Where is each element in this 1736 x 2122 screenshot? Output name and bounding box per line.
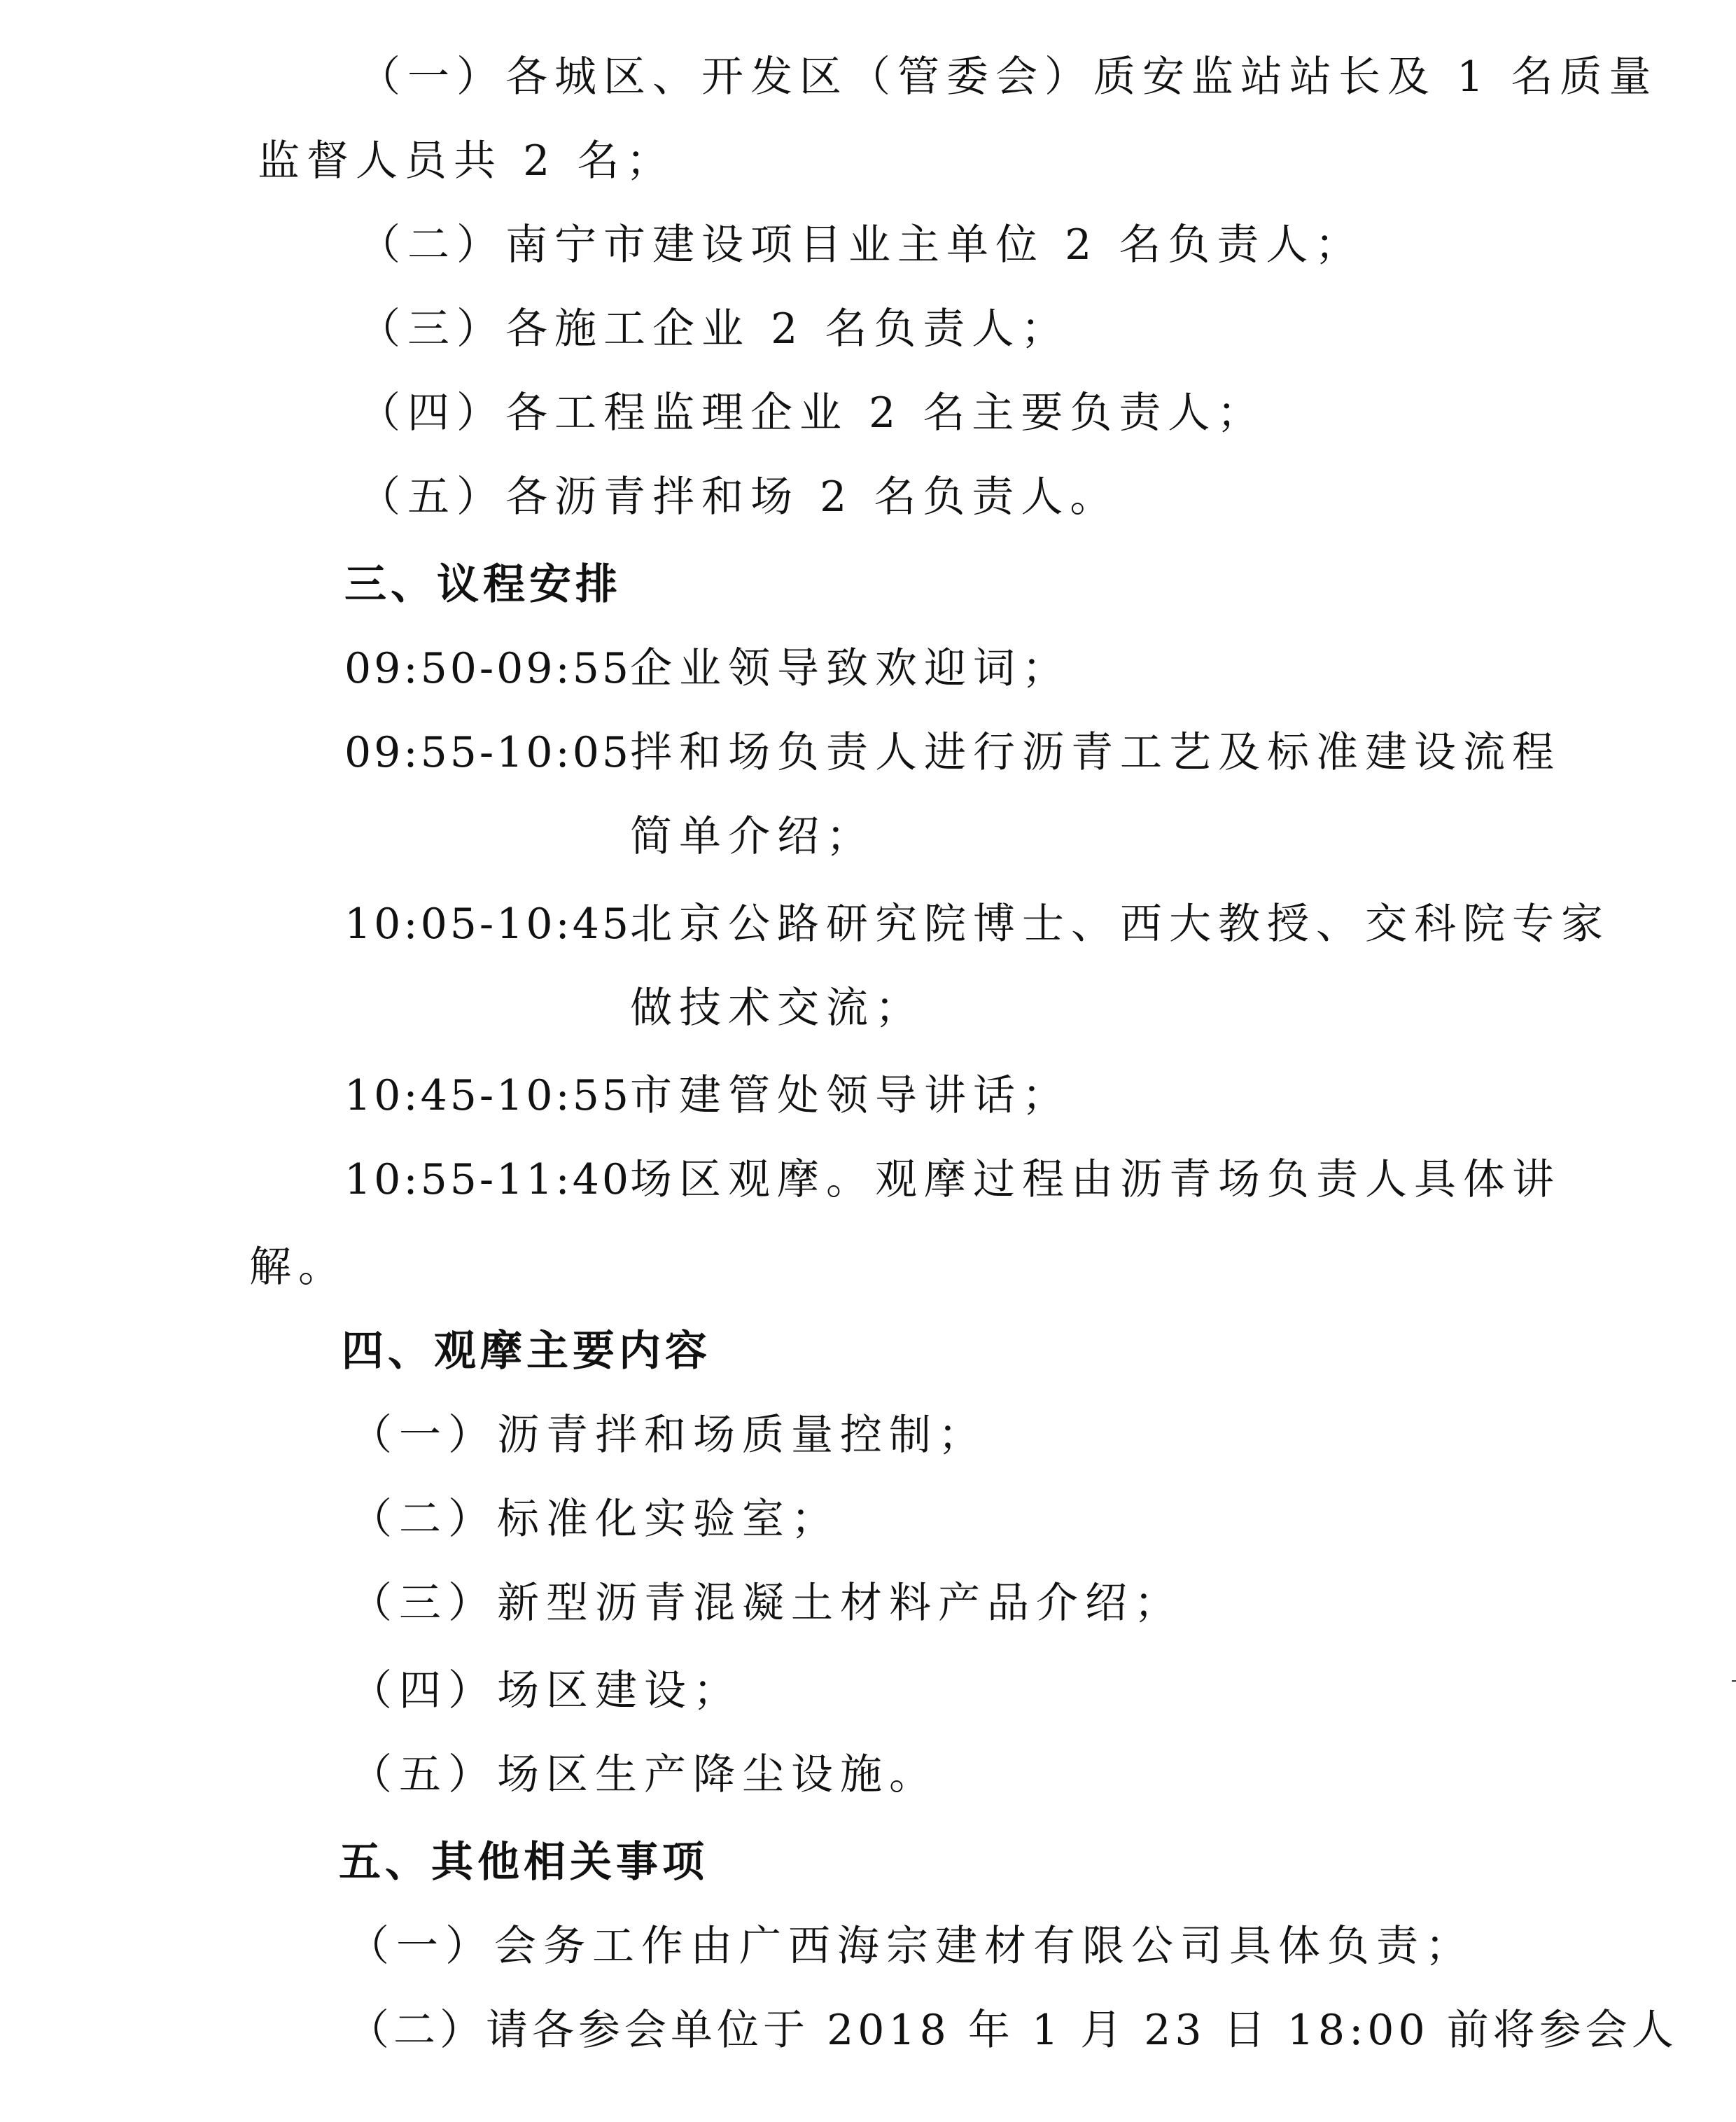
agenda-time-4: 10:45-10:55	[344, 1071, 632, 1120]
margin-mark	[1732, 1680, 1736, 1682]
section-heading-observation: 四、观摩主要内容	[342, 1327, 711, 1376]
observation-item-2: （二）标准化实验室；	[350, 1495, 840, 1544]
agenda-desc-2: 拌和场负责人进行沥青工艺及标准建设流程	[630, 728, 1561, 777]
agenda-desc-3-continued: 做技术交流；	[630, 984, 924, 1033]
agenda-desc-1: 企业领导致欢迎词；	[630, 644, 1071, 693]
observation-item-1: （一）沥青拌和场质量控制；	[350, 1411, 987, 1460]
agenda-time-1: 09:50-09:55	[344, 644, 632, 693]
participant-item-3: （三）各施工企业 2 名负责人；	[358, 305, 1070, 354]
section-heading-agenda: 三、议程安排	[344, 560, 622, 609]
participant-item-5: （五）各沥青拌和场 2 名负责人。	[358, 473, 1119, 522]
observation-item-5: （五）场区生产降尘设施。	[350, 1750, 938, 1799]
agenda-desc-4: 市建管处领导讲话；	[630, 1071, 1071, 1120]
other-matters-item-2: （二）请各参会单位于 2018 年 1 月 23 日 18:00 前将参会人	[347, 2006, 1678, 2055]
participant-item-2: （二）南宁市建设项目业主单位 2 名负责人；	[358, 221, 1364, 270]
agenda-desc-5: 场区观摩。观摩过程由沥青场负责人具体讲	[630, 1155, 1561, 1204]
agenda-desc-3: 北京公路研究院博士、西大教授、交科院专家	[630, 900, 1610, 949]
section-heading-other-matters: 五、其他相关事项	[339, 1838, 708, 1887]
agenda-time-2: 09:55-10:05	[344, 728, 632, 777]
participant-item-4: （四）各工程监理企业 2 名主要负责人；	[358, 389, 1266, 438]
participant-item-1-continued: 监督人员共 2 名；	[258, 137, 676, 186]
participant-item-1: （一）各城区、开发区（管委会）质安监站站长及 1 名质量	[358, 53, 1658, 102]
agenda-time-5: 10:55-11:40	[344, 1155, 632, 1204]
agenda-desc-2-continued: 简单介绍；	[630, 812, 875, 861]
observation-item-4: （四）场区建设；	[350, 1666, 742, 1715]
other-matters-item-1: （一）会务工作由广西海宗建材有限公司具体负责；	[347, 1922, 1474, 1971]
agenda-desc-5-continued: 解。	[249, 1243, 347, 1292]
agenda-time-3: 10:05-10:45	[344, 900, 632, 949]
observation-item-3: （三）新型沥青混凝土材料产品介绍；	[350, 1579, 1183, 1628]
